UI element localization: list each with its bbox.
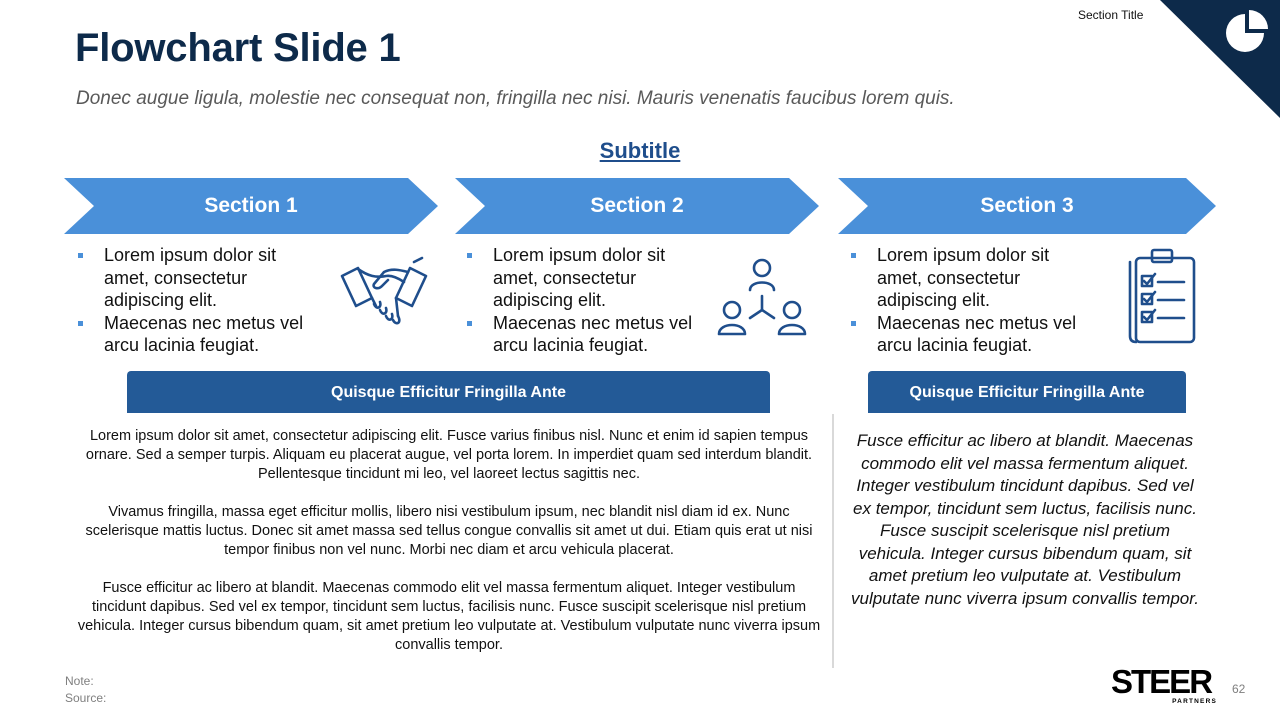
section-3-label: Section 3 [980, 194, 1074, 217]
section-1-bullets [76, 244, 326, 357]
team-network-icon [716, 254, 808, 338]
handshake-icon [338, 256, 430, 334]
page-number: 62 [1232, 682, 1246, 696]
subtitle: Subtitle [599, 138, 681, 163]
paragraph: Lorem ipsum dolor sit amet, consectetur adipiscing elit. Fusce varius finibus nisl. Nunc et enim id sapien tempus ornare. Sed a semper turpis. Aliquam eu placerat augue, vel porta lorem. In imperdiet quam sed interdum blandit. Pellentesque tincidunt mi leo, vel laoreet lectus sagittis nec. [85, 428, 813, 482]
logo-wordmark: STEER [1111, 663, 1212, 700]
left-panel-header: Quisque Efficitur Fringilla Ante [127, 371, 770, 413]
bullet-item: Lorem ipsum dolor sit amet, consectetur adipiscing elit. [465, 244, 693, 312]
section-2-label: Section 2 [590, 194, 684, 217]
section-3-bullets [849, 244, 1094, 357]
paragraph: Fusce efficitur ac libero at blandit. Maecenas commodo elit vel massa fermentum aliquet. Integer vestibulum tincidunt dapibus. Sed vel ex tempor, tincidunt sem luctus, facilisis nunc. Fusce suscipit scelerisque nisl pretium vehicula. Integer cursus bibendum quam, sit amet pretium leo vulputate at. Vestibulum vulputate nunc viverra ipsum convallis tempor. [77, 580, 821, 653]
footnotes [65, 673, 106, 707]
steer-partners-logo [1111, 663, 1217, 705]
section-3-chevron [838, 178, 1216, 234]
note-label: Note: [65, 674, 94, 688]
logo-subtext: PARTNERS [1172, 698, 1217, 705]
right-panel-text: Fusce efficitur ac libero at blandit. Maecenas commodo elit vel massa fermentum aliquet. Integer vestibulum tincidunt dapibus. Sed vel ex tempor, tincidunt sem luctus, facilisis nunc. Fusce suscipit scelerisque nisl pretium vehicula. Integer cursus bibendum quam, sit amet pretium leo vulputate at. Vestibulum vulputate nunc viverra ipsum convallis tempor. [850, 431, 1200, 608]
source-label: Source: [65, 691, 107, 705]
bullet-item: Maecenas nec metus vel arcu lacinia feugiat. [465, 312, 693, 357]
section-2-bullets [465, 244, 693, 357]
page-title: Flowchart Slide 1 [75, 26, 401, 70]
section-1-label: Section 1 [204, 194, 298, 217]
lead-text: Donec augue ligula, molestie nec consequat non, fringilla nec nisi. Mauris venenatis faucibus lorem quis. [76, 88, 955, 109]
bullet-item: Maecenas nec metus vel arcu lacinia feugiat. [76, 312, 326, 357]
corner-decoration [1160, 0, 1280, 118]
section-2-chevron [455, 178, 819, 234]
clipboard-checklist-icon [1126, 246, 1202, 346]
left-panel-body [74, 427, 824, 674]
right-panel-header: Quisque Efficitur Fringilla Ante [868, 371, 1186, 413]
bullet-item: Maecenas nec metus vel arcu lacinia feugiat. [849, 312, 1094, 357]
panel-divider [832, 414, 834, 668]
section-title: Section Title [1078, 8, 1144, 22]
bullet-item: Lorem ipsum dolor sit amet, consectetur adipiscing elit. [76, 244, 326, 312]
section-1-chevron [64, 178, 438, 234]
paragraph: Vivamus fringilla, massa eget efficitur mollis, libero nisi vestibulum ipsum, nec blandit nisl diam id ex. Nunc scelerisque mattis luctus. Donec sit amet massa sed tellus congue convallis sit amet ut dui. Etiam quis erat ut nisi tempor finibus non vel nunc. Morbi nec diam et arcu vehicula placerat. [85, 504, 813, 558]
bullet-item: Lorem ipsum dolor sit amet, consectetur adipiscing elit. [849, 244, 1094, 312]
